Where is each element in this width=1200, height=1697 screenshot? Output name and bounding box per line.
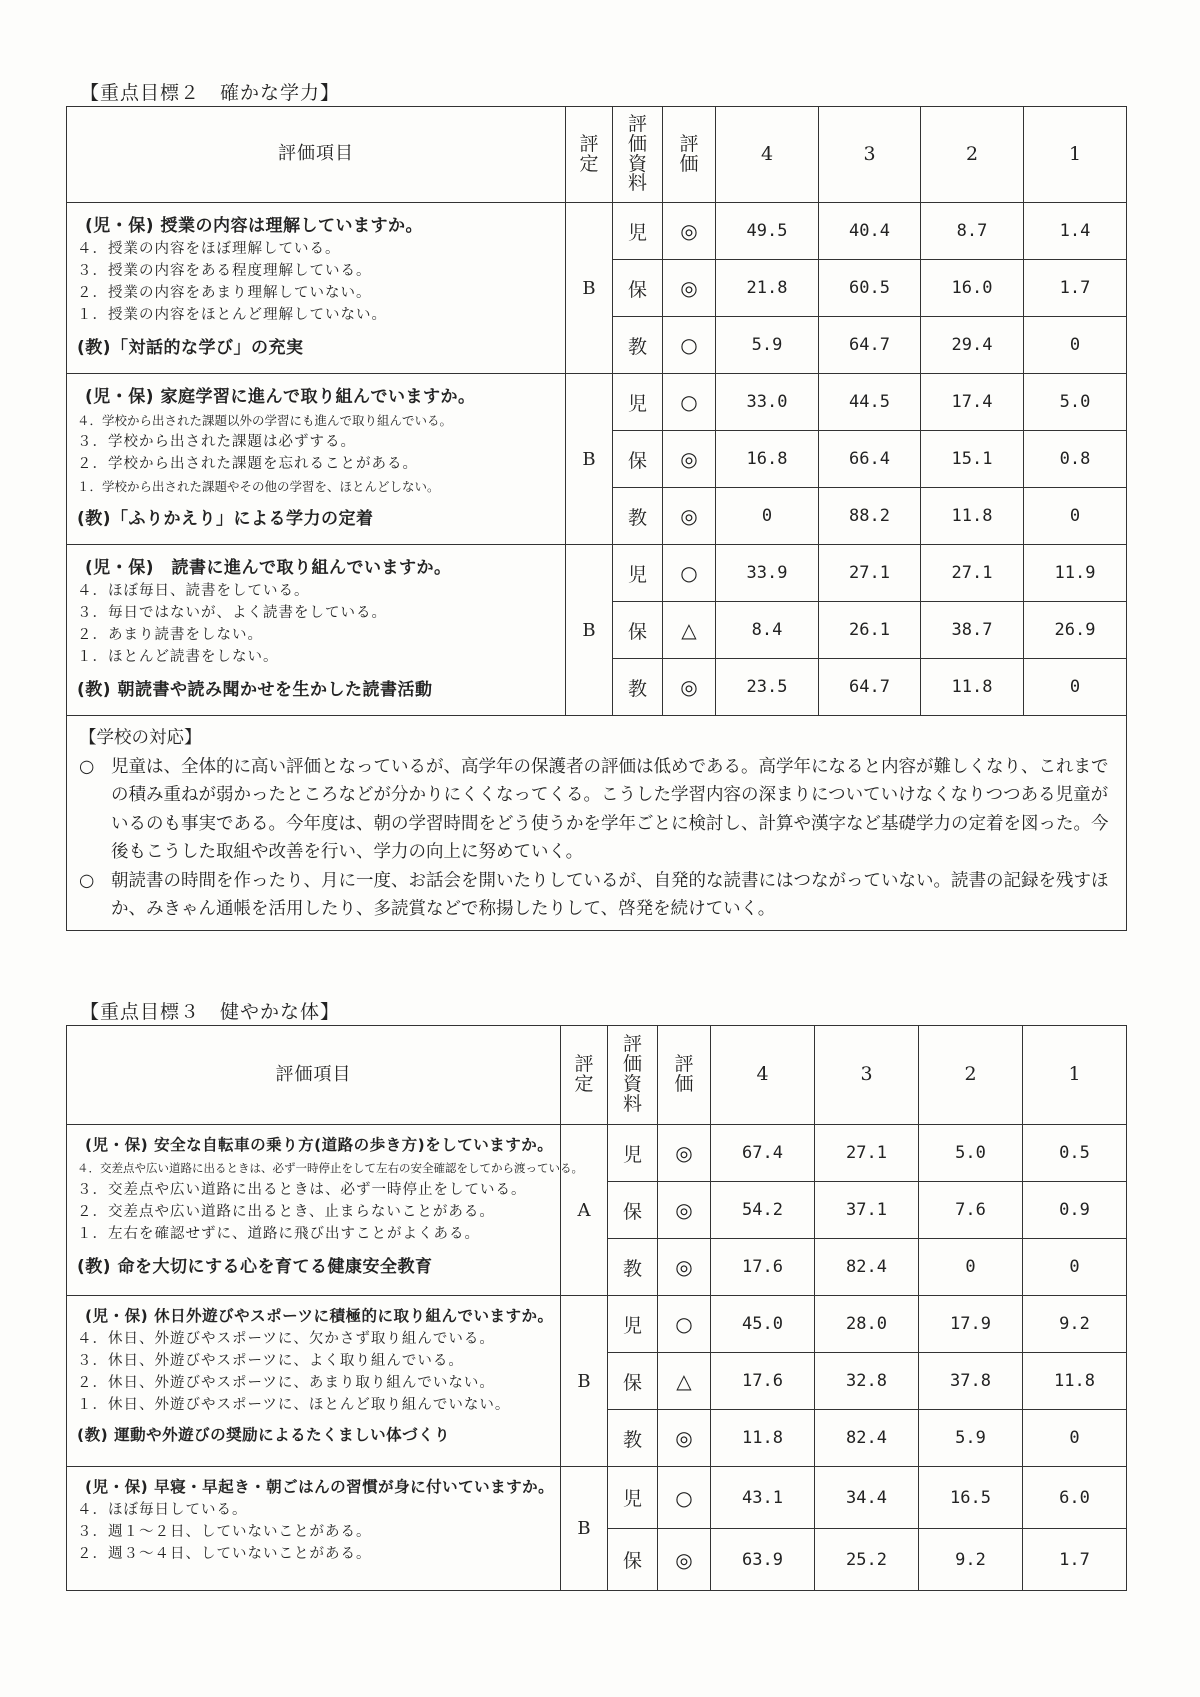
option-text: ２．授業の内容をあまり理解していない。 <box>77 285 372 301</box>
table-row <box>67 203 1127 260</box>
grade-cell: B <box>561 1467 608 1591</box>
header-eval: 評 価 <box>658 1026 711 1125</box>
goal3-title: 【重点目標３ 健やかな体】 <box>80 1001 341 1023</box>
eval-mark: ○ <box>663 374 716 431</box>
option-text: ４．休日、外遊びやスポーツに、欠かさず取り組んでいる。 <box>77 1331 495 1347</box>
table-row <box>67 1296 1127 1353</box>
option-text: １．学校から出された課題やその他の学習を、ほとんどしない。 <box>77 479 440 494</box>
response-text: 児童は、全体的に高い評価となっているが、高学年の保護者の評価は低めである。高学年になると内容が難しくなり、これまでの積み重ねが弱かったところなどが分かりにくくなってくる。こうした学習内容の深まりについていけなくなりつつある児童がいるのも事実である。今年度は、朝の学習時間をどう使うかを学年ごとに検討し、計算や漢字など基礎学力の定着を図った。今後もこうした取組や改善を行い、学力の向上に努めていく。 <box>111 756 1109 862</box>
value-4: 21.8 <box>716 260 819 317</box>
eval-mark: ◎ <box>663 260 716 317</box>
header-col-2: 2 <box>921 107 1024 203</box>
eval-mark: ◎ <box>663 431 716 488</box>
value-2: 37.8 <box>919 1353 1023 1410</box>
header-col-4: 4 <box>716 107 819 203</box>
eval-mark: ◎ <box>663 659 716 716</box>
teacher-focus: (教) 命を大切にする心を育てる健康安全教育 <box>77 1257 433 1277</box>
source-cell: 児 <box>608 1296 658 1353</box>
option-text: ４．学校から出された課題以外の学習にも進んで取り組んでいる。 <box>77 413 453 428</box>
option-text: ３．交差点や広い道路に出るときは、必ず一時停止をしている。 <box>77 1182 527 1198</box>
value-2: 17.9 <box>919 1296 1023 1353</box>
value-1: 0 <box>1023 1239 1127 1296</box>
question-text: (児・保) 安全な自転車の乗り方(道路の歩き方)をしていますか。 <box>85 1136 554 1154</box>
value-2: 5.0 <box>919 1125 1023 1182</box>
eval-mark: ◎ <box>663 203 716 260</box>
goal2-title: 【重点目標２ 確かな学力】 <box>80 82 341 104</box>
header-grade: 評 定 <box>561 1026 608 1125</box>
header-item: 評価項目 <box>67 1026 561 1125</box>
value-3: 64.7 <box>819 659 921 716</box>
eval-mark: ◎ <box>658 1125 711 1182</box>
grade-cell: B <box>561 1296 608 1467</box>
source-cell: 保 <box>613 602 663 659</box>
option-text: ２．休日、外遊びやスポーツに、あまり取り組んでいない。 <box>77 1375 495 1391</box>
value-3: 60.5 <box>819 260 921 317</box>
eval-mark: △ <box>663 602 716 659</box>
goal2-table <box>66 106 1127 931</box>
source-cell: 児 <box>608 1467 658 1529</box>
teacher-focus: (教) 運動や外遊びの奨励によるたくましい体づくり <box>77 1426 451 1444</box>
value-4: 17.6 <box>711 1239 815 1296</box>
option-text: ４．ほぼ毎日している。 <box>77 1502 248 1518</box>
value-3: 28.0 <box>815 1296 919 1353</box>
question-text: (児・保) 早寝・早起き・朝ごはんの習慣が身に付いていますか。 <box>85 1478 555 1496</box>
value-3: 32.8 <box>815 1353 919 1410</box>
source-cell: 児 <box>613 374 663 431</box>
source-cell: 教 <box>613 317 663 374</box>
value-1: 1.4 <box>1024 203 1127 260</box>
eval-mark: ○ <box>663 545 716 602</box>
value-4: 17.6 <box>711 1353 815 1410</box>
value-1: 0 <box>1024 317 1127 374</box>
value-2: 7.6 <box>919 1182 1023 1239</box>
source-cell: 児 <box>613 545 663 602</box>
value-1: 11.9 <box>1024 545 1127 602</box>
source-cell: 保 <box>613 260 663 317</box>
value-1: 1.7 <box>1023 1529 1127 1591</box>
table-header-row <box>67 1026 1127 1125</box>
response-row <box>67 716 1127 931</box>
option-text: ３．週１～２日、していないことがある。 <box>77 1524 372 1540</box>
source-cell: 保 <box>613 431 663 488</box>
value-4: 33.9 <box>716 545 819 602</box>
value-4: 43.1 <box>711 1467 815 1529</box>
value-3: 27.1 <box>815 1125 919 1182</box>
question-text: (児・保) 家庭学習に進んで取り組んでいますか。 <box>85 387 476 407</box>
table-header-row <box>67 107 1127 203</box>
table-row <box>67 1467 1127 1529</box>
header-col-3: 3 <box>815 1026 919 1125</box>
value-4: 49.5 <box>716 203 819 260</box>
header-col-3: 3 <box>819 107 921 203</box>
value-2: 27.1 <box>921 545 1024 602</box>
value-3: 40.4 <box>819 203 921 260</box>
header-col-2: 2 <box>919 1026 1023 1125</box>
eval-item <box>67 374 566 545</box>
teacher-focus: (教)「ふりかえり」による学力の定着 <box>77 509 374 529</box>
header-col-1: 1 <box>1024 107 1127 203</box>
value-2: 11.8 <box>921 488 1024 545</box>
value-2: 11.8 <box>921 659 1024 716</box>
value-3: 44.5 <box>819 374 921 431</box>
value-1: 0.8 <box>1024 431 1127 488</box>
header-eval: 評 価 <box>663 107 716 203</box>
source-cell: 保 <box>608 1353 658 1410</box>
eval-item <box>67 545 566 716</box>
value-2: 5.9 <box>919 1410 1023 1467</box>
eval-mark: △ <box>658 1353 711 1410</box>
value-3: 88.2 <box>819 488 921 545</box>
question-text: (児・保) 読書に進んで取り組んでいますか。 <box>85 558 452 578</box>
value-1: 0 <box>1024 488 1127 545</box>
value-3: 34.4 <box>815 1467 919 1529</box>
response-text: 朝読書の時間を作ったり、月に一度、お話会を開いたりしているが、自発的な読書にはつながっていない。読書の記録を残すほか、みきゃん通帳を活用したり、多読賞などで称揚したりして、啓発を続けていく。 <box>111 870 1109 919</box>
value-1: 6.0 <box>1023 1467 1127 1529</box>
header-source: 評 価 資 料 <box>613 107 663 203</box>
value-2: 15.1 <box>921 431 1024 488</box>
value-4: 0 <box>716 488 819 545</box>
header-grade: 評 定 <box>566 107 613 203</box>
value-1: 0.9 <box>1023 1182 1127 1239</box>
grade-cell: A <box>561 1125 608 1296</box>
value-2: 16.5 <box>919 1467 1023 1529</box>
value-1: 26.9 <box>1024 602 1127 659</box>
header-source: 評 価 資 料 <box>608 1026 658 1125</box>
option-text: ２．あまり読書をしない。 <box>77 627 263 643</box>
value-2: 38.7 <box>921 602 1024 659</box>
value-3: 37.1 <box>815 1182 919 1239</box>
value-3: 27.1 <box>819 545 921 602</box>
value-2: 8.7 <box>921 203 1024 260</box>
circle-bullet-icon: ○ <box>79 870 95 891</box>
option-text: ３．授業の内容をある程度理解している。 <box>77 263 372 279</box>
value-2: 17.4 <box>921 374 1024 431</box>
option-text: ４．授業の内容をほぼ理解している。 <box>77 241 341 257</box>
eval-item <box>67 203 566 374</box>
teacher-focus: (教) 朝読書や読み聞かせを生かした読書活動 <box>77 680 433 700</box>
option-text: ２．学校から出された課題を忘れることがある。 <box>77 456 418 472</box>
goal3-table <box>66 1025 1127 1591</box>
value-1: 0 <box>1024 659 1127 716</box>
option-text: ３．学校から出された課題は必ずする。 <box>77 434 356 450</box>
source-cell: 教 <box>608 1239 658 1296</box>
value-3: 26.1 <box>819 602 921 659</box>
response-paragraph <box>79 753 1112 867</box>
value-4: 8.4 <box>716 602 819 659</box>
source-cell: 教 <box>608 1410 658 1467</box>
value-1: 0 <box>1023 1410 1127 1467</box>
value-1: 1.7 <box>1024 260 1127 317</box>
question-text: (児・保) 授業の内容は理解していますか。 <box>85 216 423 236</box>
eval-item <box>67 1125 583 1296</box>
eval-mark: ◎ <box>658 1239 711 1296</box>
value-4: 67.4 <box>711 1125 815 1182</box>
source-cell: 児 <box>613 203 663 260</box>
value-3: 66.4 <box>819 431 921 488</box>
value-4: 63.9 <box>711 1529 815 1591</box>
header-col-4: 4 <box>711 1026 815 1125</box>
option-text: ２．交差点や広い道路に出るとき、止まらないことがある。 <box>77 1204 495 1220</box>
eval-mark: ◎ <box>658 1182 711 1239</box>
option-text: ４．交差点や広い道路に出るときは、必ず一時停止をして左右の安全確認をしてから渡っている。 <box>77 1161 583 1175</box>
option-text: ３．休日、外遊びやスポーツに、よく取り組んでいる。 <box>77 1353 464 1369</box>
value-2: 29.4 <box>921 317 1024 374</box>
source-cell: 教 <box>613 488 663 545</box>
table-row <box>67 1125 1127 1182</box>
grade-cell: B <box>566 374 613 545</box>
eval-mark: ○ <box>658 1296 711 1353</box>
value-4: 16.8 <box>716 431 819 488</box>
eval-mark: ◎ <box>663 488 716 545</box>
table-row <box>67 374 1127 431</box>
option-text: １．左右を確認せずに、道路に飛び出すことがよくある。 <box>77 1226 480 1242</box>
value-1: 11.8 <box>1023 1353 1127 1410</box>
teacher-focus: (教)「対話的な学び」の充実 <box>77 338 304 358</box>
grade-cell: B <box>566 203 613 374</box>
eval-mark: ○ <box>663 317 716 374</box>
grade-cell: B <box>566 545 613 716</box>
option-text: １．授業の内容をほとんど理解していない。 <box>77 307 387 323</box>
header-col-1: 1 <box>1023 1026 1127 1125</box>
value-1: 5.0 <box>1024 374 1127 431</box>
eval-mark: ◎ <box>658 1529 711 1591</box>
source-cell: 児 <box>608 1125 658 1182</box>
value-3: 82.4 <box>815 1410 919 1467</box>
value-2: 0 <box>919 1239 1023 1296</box>
value-4: 33.0 <box>716 374 819 431</box>
value-4: 11.8 <box>711 1410 815 1467</box>
option-text: ２．週３～４日、していないことがある。 <box>77 1546 372 1562</box>
value-2: 16.0 <box>921 260 1024 317</box>
header-item: 評価項目 <box>67 107 566 203</box>
question-text: (児・保) 休日外遊びやスポーツに積極的に取り組んでいますか。 <box>85 1307 554 1325</box>
source-cell: 保 <box>608 1182 658 1239</box>
value-4: 23.5 <box>716 659 819 716</box>
option-text: ３．毎日ではないが、よく読書をしている。 <box>77 605 387 621</box>
school-response <box>67 716 1127 931</box>
source-cell: 保 <box>608 1529 658 1591</box>
option-text: １．休日、外遊びやスポーツに、ほとんど取り組んでいない。 <box>77 1397 511 1413</box>
eval-mark: ○ <box>658 1467 711 1529</box>
value-1: 0.5 <box>1023 1125 1127 1182</box>
response-paragraph <box>79 867 1112 924</box>
option-text: １．ほとんど読書をしない。 <box>77 649 279 665</box>
response-title: 【学校の対応】 <box>79 728 202 748</box>
eval-item <box>67 1467 561 1591</box>
value-4: 54.2 <box>711 1182 815 1239</box>
option-text: ４．ほぼ毎日、読書をしている。 <box>77 583 310 599</box>
value-3: 82.4 <box>815 1239 919 1296</box>
table-row <box>67 545 1127 602</box>
value-4: 45.0 <box>711 1296 815 1353</box>
value-4: 5.9 <box>716 317 819 374</box>
value-3: 25.2 <box>815 1529 919 1591</box>
eval-item <box>67 1296 561 1467</box>
eval-mark: ◎ <box>658 1410 711 1467</box>
source-cell: 教 <box>613 659 663 716</box>
value-1: 9.2 <box>1023 1296 1127 1353</box>
value-3: 64.7 <box>819 317 921 374</box>
circle-bullet-icon: ○ <box>79 756 95 777</box>
value-2: 9.2 <box>919 1529 1023 1591</box>
